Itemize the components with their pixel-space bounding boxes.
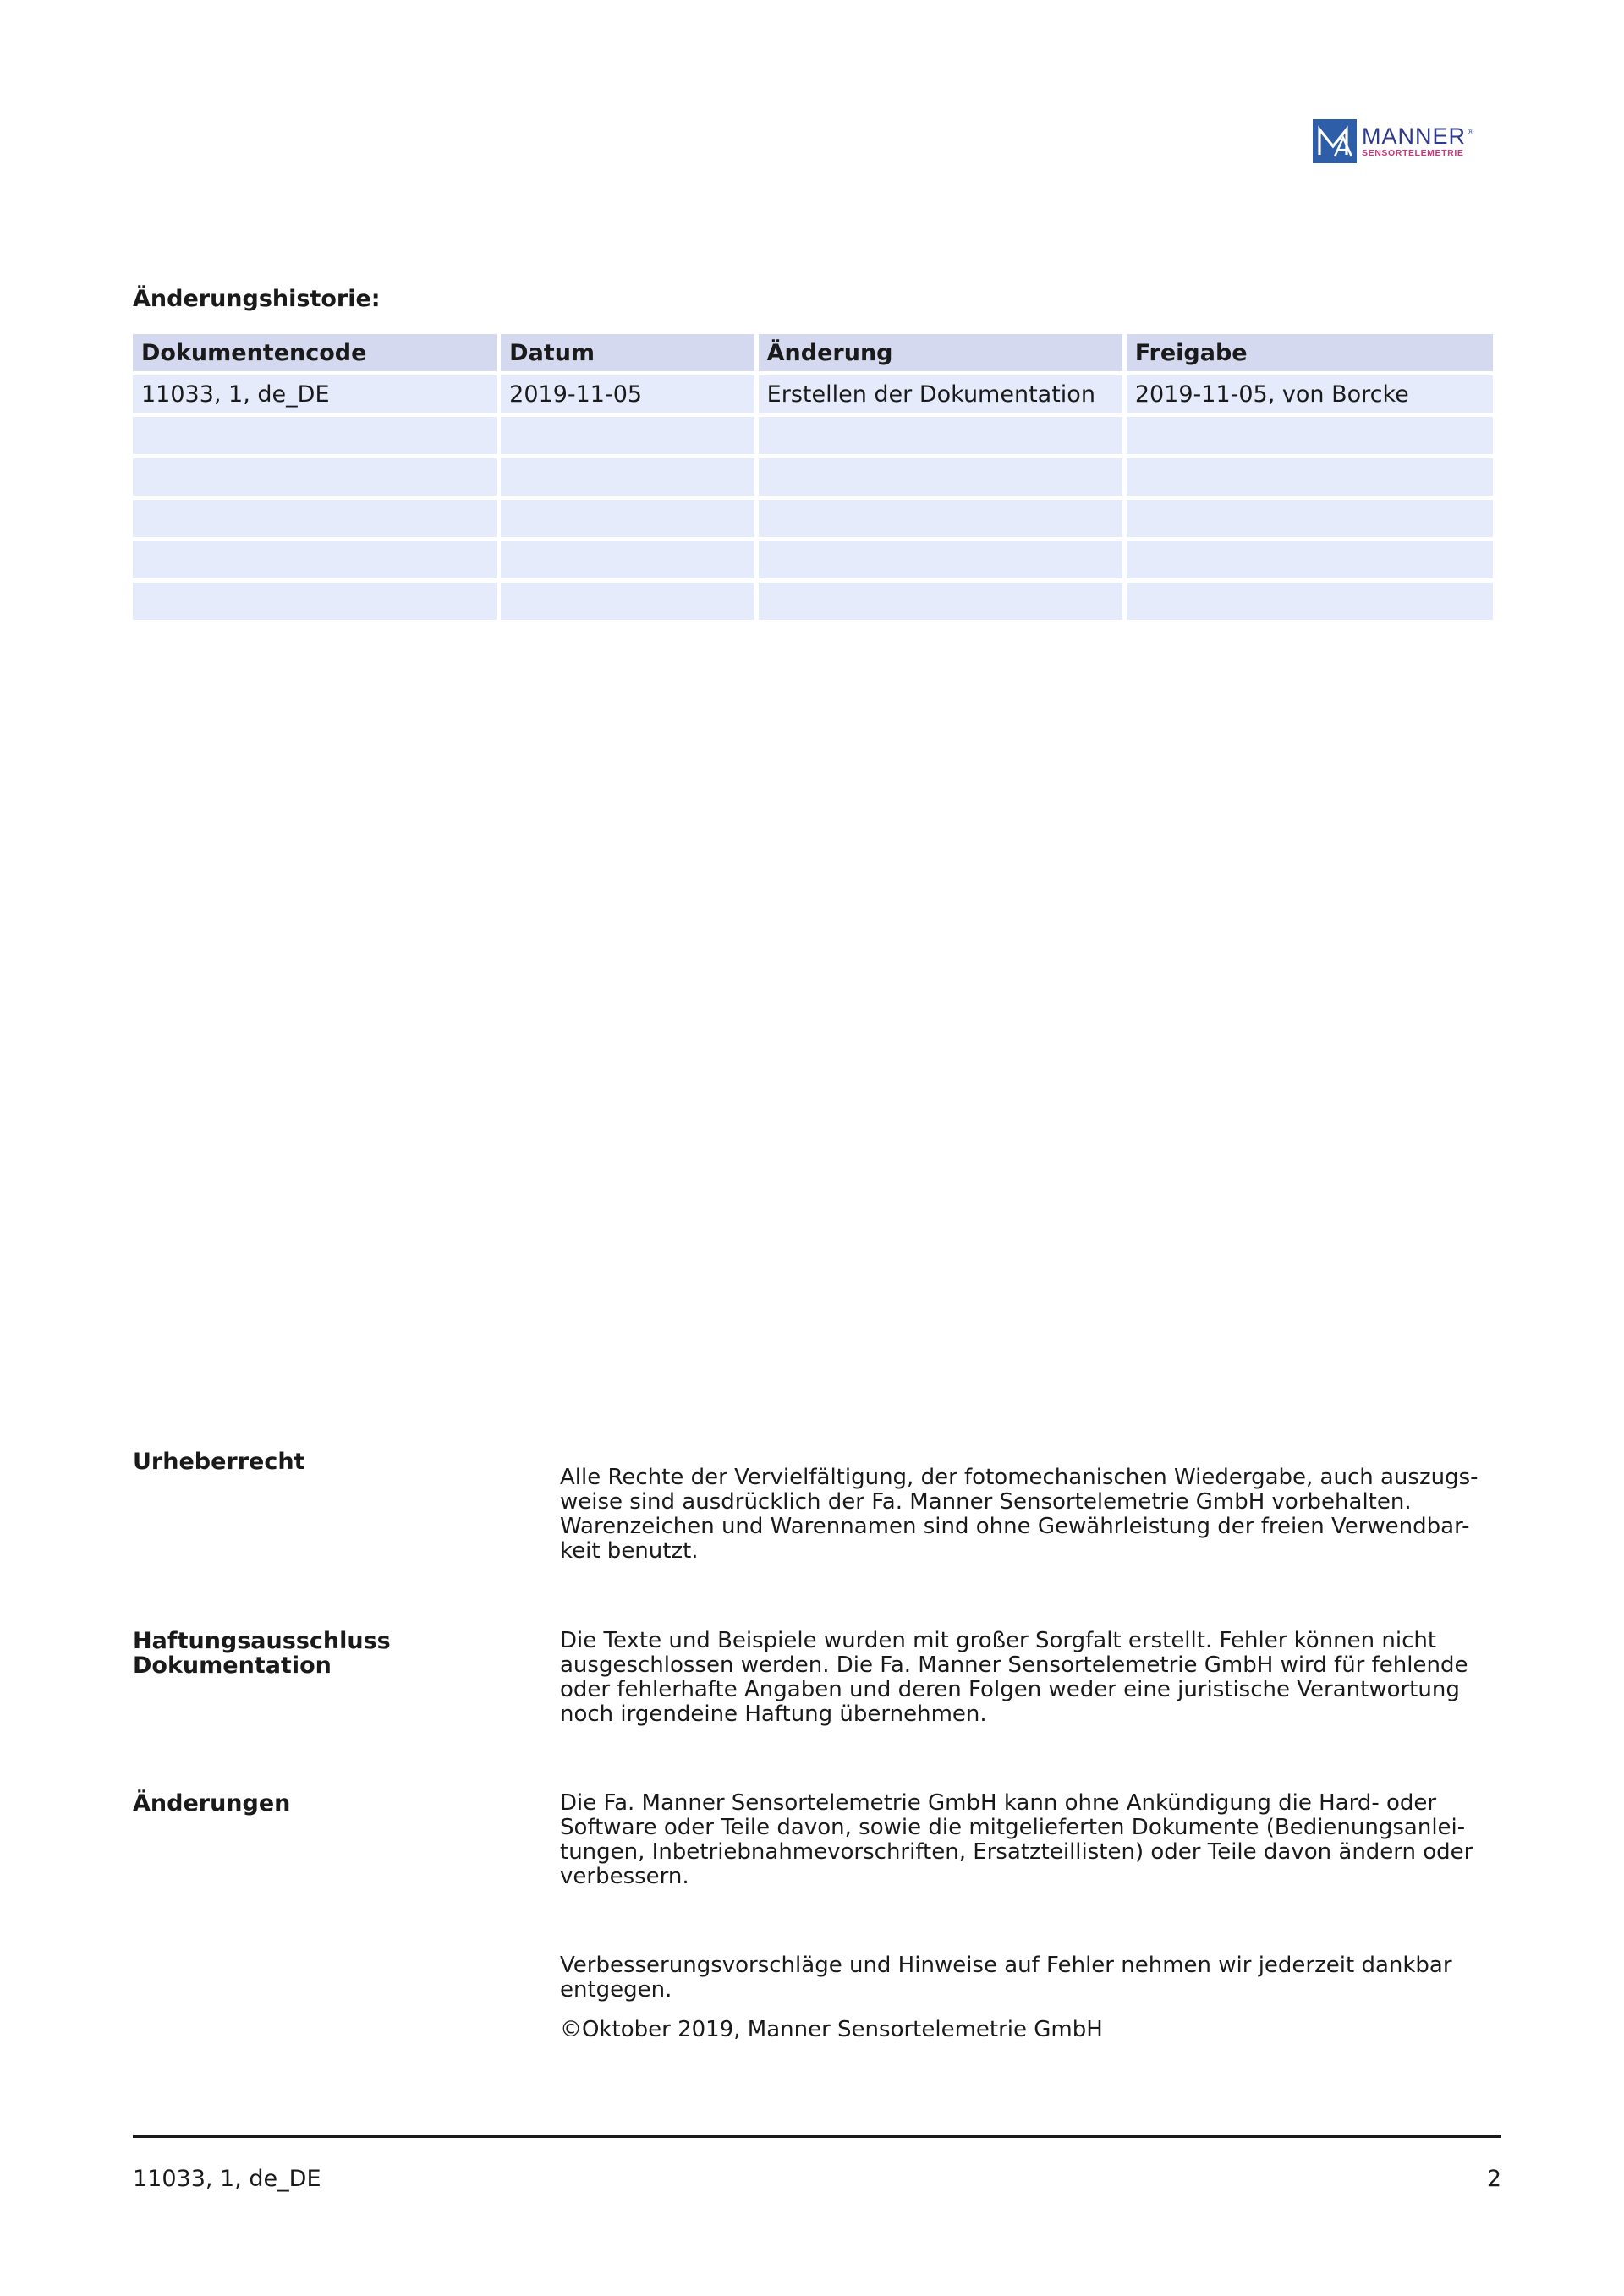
table-cell [1127, 458, 1493, 496]
footer-document-code: 11033, 1, de_DE [133, 2166, 321, 2192]
table-row [133, 500, 1493, 537]
changes-heading: Änderungen [133, 1790, 291, 1817]
table-cell [759, 458, 1122, 496]
table-cell: Erstellen der Dokumentation [759, 375, 1122, 413]
column-header-date: Datum [501, 334, 754, 371]
table-row [133, 417, 1493, 454]
table-row [133, 375, 1493, 413]
table-cell [501, 583, 754, 620]
column-header-document-code: Dokumentencode [133, 334, 497, 371]
table-cell [759, 417, 1122, 454]
table-cell [1127, 583, 1493, 620]
table-cell [501, 500, 754, 537]
column-header-release: Freigabe [1127, 334, 1493, 371]
changes-text: Die Fa. Manner Sensortelemetrie GmbH kann ohne Ankündigung die Hard- oder Software oder Teile davon, sowie die mitgelieferten Dokumente (Bedienungsanlei- tungen, Inbetriebnahmevorschriften, Ersatzteillisten) oder Teile davon ändern oder verbessern. [560, 1790, 1473, 1889]
column-header-change: Änderung [759, 334, 1122, 371]
table-cell [1127, 417, 1493, 454]
history-title: Änderungshistorie: [133, 286, 381, 312]
table-cell [133, 583, 497, 620]
table-cell [133, 417, 497, 454]
table-cell: 11033, 1, de_DE [133, 375, 497, 413]
company-logo [1313, 118, 1474, 164]
copyright-heading: Urheberrecht [133, 1449, 305, 1475]
table-cell [759, 500, 1122, 537]
table-cell [133, 500, 497, 537]
table-cell [501, 417, 754, 454]
manner-logo-mark-icon [1313, 119, 1357, 163]
history-table [129, 330, 1497, 624]
logo-registered-mark: ® [1468, 127, 1475, 137]
copyright-text: Alle Rechte der Vervielfältigung, der fotomechanischen Wiedergabe, auch auszugs- weise sind ausdrücklich der Fa. Manner Sensortelemetrie GmbH vorbehalten. Warenzeichen und Warennamen sind ohne Gewährleistung der freien Verwendbar- keit benutzt. [560, 1465, 1479, 1564]
table-row [133, 458, 1493, 496]
table-cell: 2019-11-05, von Borcke [1127, 375, 1493, 413]
table-row [133, 541, 1493, 578]
table-cell [1127, 541, 1493, 578]
logo-name [1362, 124, 1474, 148]
table-cell [133, 458, 497, 496]
disclaimer-heading: Haftungsausschluss Dokumentation [133, 1628, 391, 1679]
copyright-line: ©Oktober 2019, Manner Sensortelemetrie GmbH [560, 2017, 1103, 2042]
suggestions-text: Verbesserungsvorschläge und Hinweise auf Fehler nehmen wir jederzeit dankbar entgegen. [560, 1953, 1452, 2003]
table-cell [133, 541, 497, 578]
table-row [133, 583, 1493, 620]
table-cell [501, 458, 754, 496]
footer-divider [133, 2135, 1501, 2138]
table-cell [759, 541, 1122, 578]
disclaimer-text: Die Texte und Beispiele wurden mit großer Sorgfalt erstellt. Fehler können nicht ausgeschlossen werden. Die Fa. Manner Sensortelemetrie GmbH wird für fehlende oder fehlerhafte Angaben und deren Folgen weder eine juristische Verantwortung noch irgendeine Haftung übernehmen. [560, 1628, 1468, 1727]
table-cell: 2019-11-05 [501, 375, 754, 413]
table-cell [1127, 500, 1493, 537]
history-header-row [133, 334, 1493, 371]
logo-subtitle: SENSORTELEMETRIE [1362, 147, 1464, 158]
table-cell [759, 583, 1122, 620]
table-cell [501, 541, 754, 578]
page-number: 2 [1486, 2166, 1501, 2192]
logo-name-text: MANNER [1362, 123, 1467, 149]
